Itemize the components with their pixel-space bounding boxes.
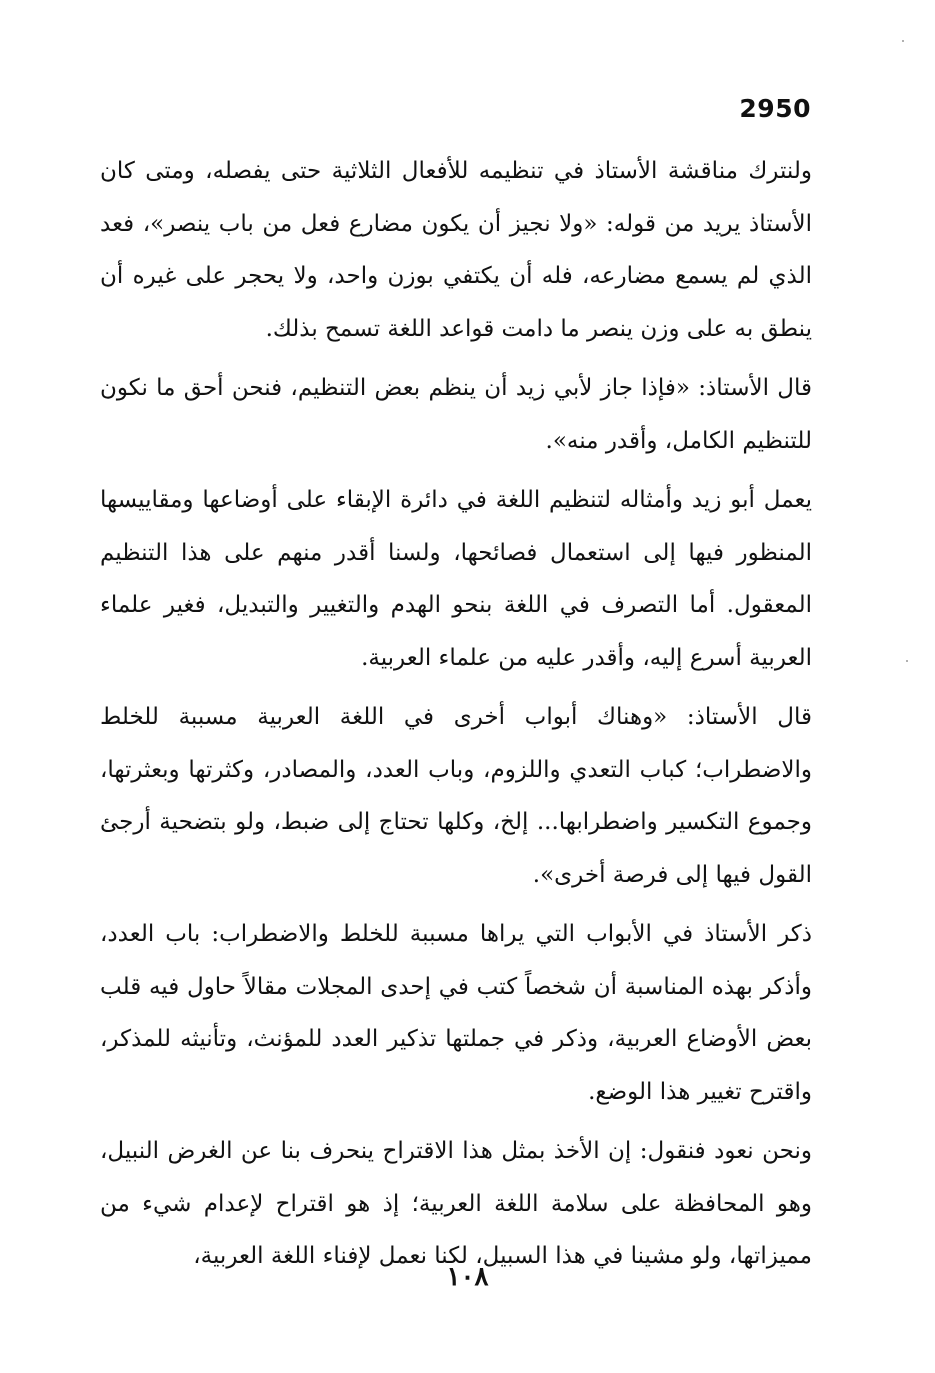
paragraph-1: ولنترك مناقشة الأستاذ في تنظيمه للأفعال الثلاثية حتى يفصله، ومتى كان الأستاذ يريد من قوله: «ولا نجيز أن يكون مضارع فعل من باب ينصر»، فعد الذي لم يسمع مضارعه، فله أن يكتفي بوزن واحد، ولا يحجر على غيره أن ينطق به على وزن ينصر ما دامت قواعد اللغة تسمح بذلك. bbox=[100, 158, 812, 342]
paragraph-6: ونحن نعود فنقول: إن الأخذ بمثل هذا الاقتراح ينحرف بنا عن الغرض النبيل، وهو المحافظة على سلامة اللغة العربية؛ إذ هو اقتراح لإعدام شيء من مميزاتها، ولو مشينا في هذا السبيل، لكنا نعمل لإفناء اللغة العربية، bbox=[100, 1138, 812, 1269]
page-id-label: 2950 bbox=[739, 94, 811, 123]
paragraph-4: قال الأستاذ: «وهناك أبواب أخرى في اللغة العربية مسببة للخلط والاضطراب؛ كباب التعدي واللزوم، وباب العدد، والمصادر، وكثرتها وبعثرتها، وجموع التكسير واضطرابها... إلخ، وكلها تحتاج إلى ضبط، ولو بتضحية أرجئ القول فيها إلى فرصة أخرى». bbox=[100, 704, 812, 888]
paragraph-3: يعمل أبو زيد وأمثاله لتنظيم اللغة في دائرة الإبقاء على أوضاعها ومقاييسها المنظور فيها إلى استعمال فصائحها، ولسنا أقدر منهم على هذا التنظيم المعقول. أما التصرف في اللغة بنحو الهدم والتغيير والتبديل، فغير علماء العربية أسرع إليه، وأقدر عليه من علماء العربية. bbox=[100, 487, 812, 671]
page-number: ١٠٨ bbox=[446, 1262, 489, 1292]
paragraph-2: قال الأستاذ: «فإذا جاز لأبي زيد أن ينظم بعض التنظيم، فنحن أحق ما نكون للتنظيم الكامل، وأقدر منه». bbox=[100, 375, 812, 454]
paragraph-5: ذكر الأستاذ في الأبواب التي يراها مسببة للخلط والاضطراب: باب العدد، وأذكر بهذه المناسبة أن شخصاً كتب في إحدى المجلات مقالاً حاول فيه قلب بعض الأوضاع العربية، وذكر في جملتها تذكير العدد للمؤنث، وتأنيثه للمذكر، واقترح تغيير هذا الوضع. bbox=[100, 921, 812, 1105]
margin-speck bbox=[902, 40, 904, 42]
body-text bbox=[100, 145, 812, 1290]
margin-speck bbox=[906, 660, 908, 662]
